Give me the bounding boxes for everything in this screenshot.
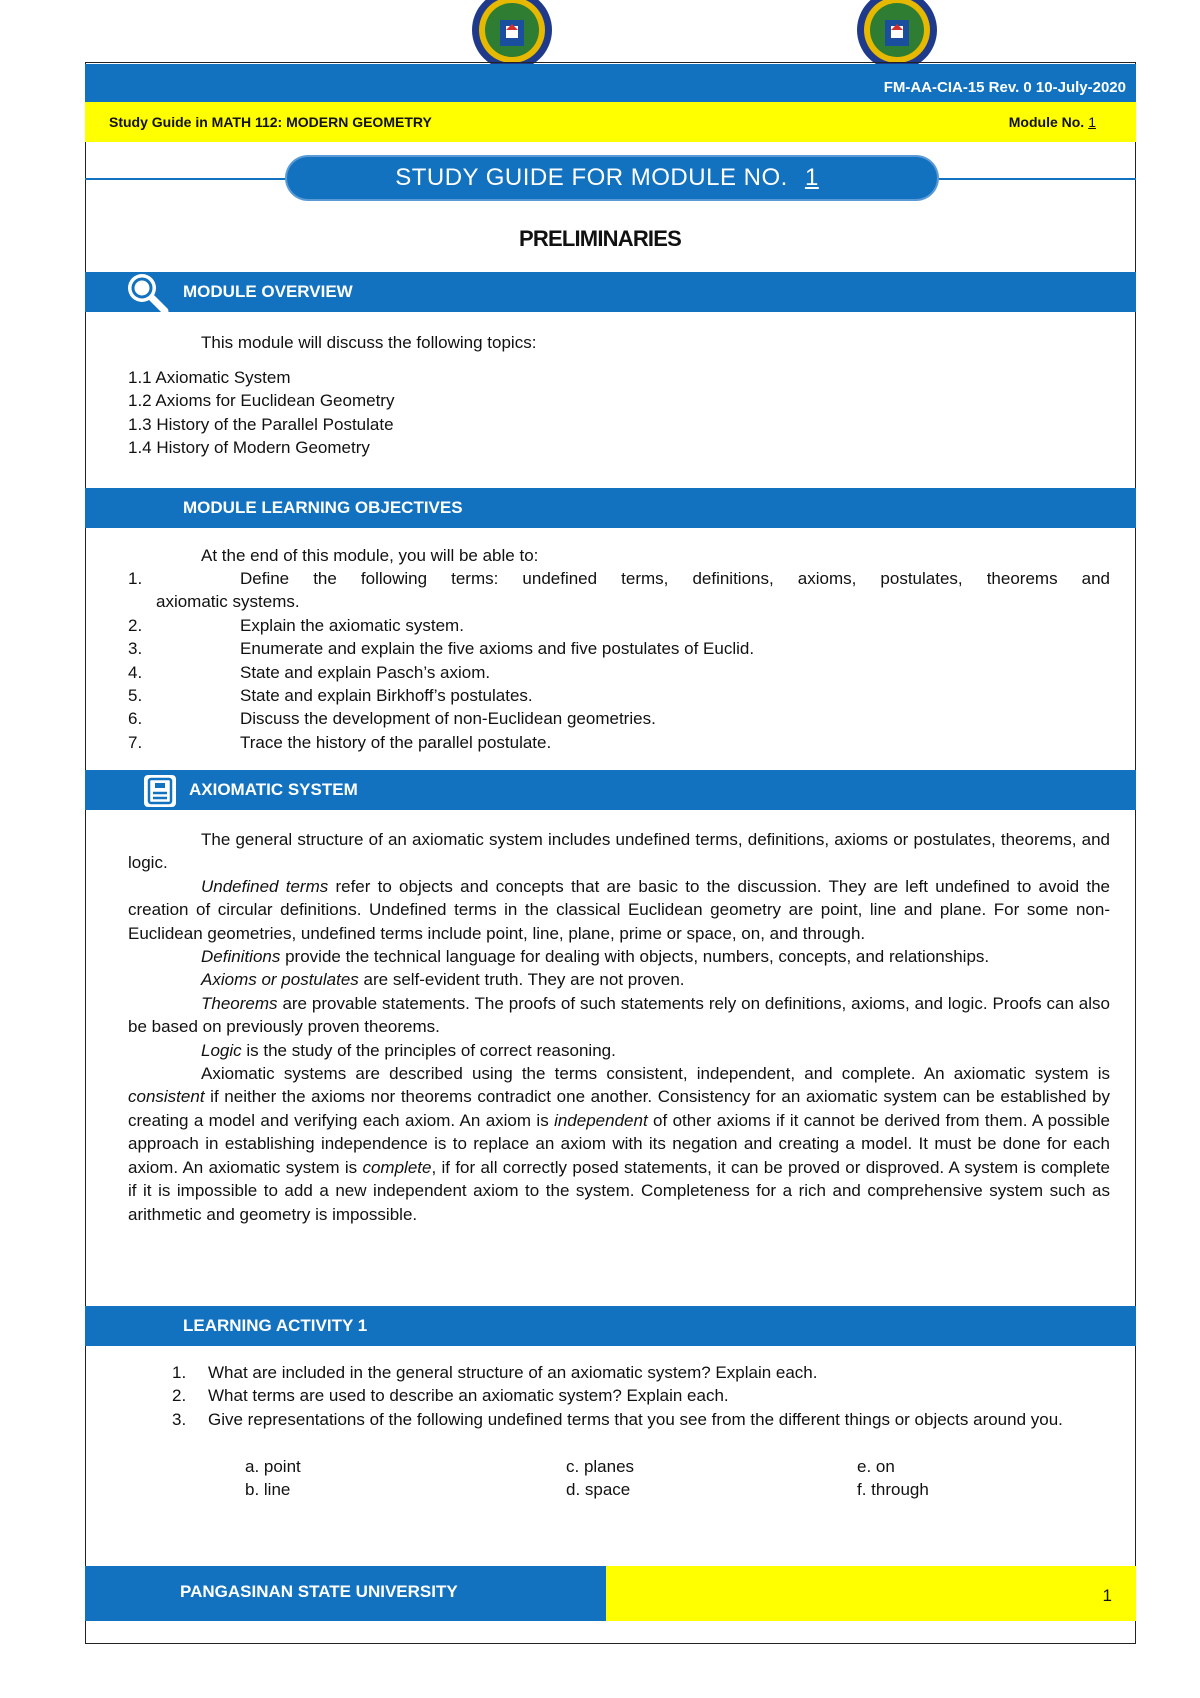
form-code: FM-AA-CIA-15 Rev. 0 10-July-2020 <box>883 79 1126 96</box>
list-item: 1.4 History of Modern Geometry <box>128 438 370 458</box>
choice-e: e. on <box>857 1457 895 1476</box>
learning-activity-band <box>85 1306 1136 1346</box>
paragraph: Axiomatic systems are described using the terms consistent, independent, and complete. An axiomatic system is consistent if neither the axioms nor theorems contradict one another. Consistency for an axiomatic system can be established by creating a model and verifying each axiom. An axiom is independent of other axioms if it cannot be derived from them. A possible approach in establishing independence is to replace an axiom with its negation and creating a model. It must be done for each axiom. An axiomatic system is complete, if for all correctly posed statements, it can be proved or disproved. A system is complete if it is impossible to add a new independent axiom to the system. Completeness for a rich and comprehensive system such as arithmetic and geometry is impossible. <box>128 1064 1111 1224</box>
activity-questions <box>172 1361 1110 1431</box>
axiomatic-text <box>128 828 1110 1226</box>
chapter-title: PRELIMINARIES <box>519 226 681 251</box>
module-number: 1 <box>1088 114 1096 130</box>
module-overview-band <box>85 272 1136 312</box>
study-guide-number: 1 <box>804 164 819 191</box>
university-seal-right <box>853 0 941 66</box>
objectives-band <box>85 488 1136 528</box>
list-item: 3. Enumerate and explain the five axioms and five postulates of Euclid. <box>128 639 755 659</box>
magnifier-icon <box>125 271 171 318</box>
choice-f: f. through <box>857 1480 929 1499</box>
objectives-heading: MODULE LEARNING OBJECTIVES <box>183 498 463 517</box>
overview-intro: This module will discuss the following topics: <box>201 333 537 352</box>
choice-b: b. line <box>245 1480 291 1499</box>
document-icon <box>143 774 177 813</box>
page-number: 1 <box>1102 1586 1112 1605</box>
list-item: 6. Discuss the development of non-Euclidean geometries. <box>128 709 656 729</box>
list-item: 1. What are included in the general structure of an axiomatic system? Explain each. <box>172 1363 818 1382</box>
footer-university-bar <box>85 1566 606 1621</box>
learning-activity-heading: LEARNING ACTIVITY 1 <box>183 1316 368 1335</box>
header-blue-bar <box>85 64 1136 102</box>
divider-left <box>85 178 295 180</box>
footer-page-bar <box>606 1566 1136 1621</box>
paragraph: Axioms or postulates are self-evident truth. They are not proven. <box>201 970 685 990</box>
list-item: 4. State and explain Pasch’s axiom. <box>128 662 491 682</box>
list-item: 2. What terms are used to describe an axiomatic system? Explain each. <box>172 1386 729 1406</box>
divider-right <box>930 178 1136 180</box>
paragraph: Logic is the study of the principles of correct reasoning. <box>201 1040 616 1060</box>
module-overview-heading: MODULE OVERVIEW <box>183 282 353 301</box>
paragraph: Definitions provide the technical language for dealing with objects, numbers, concepts, and relationships. <box>201 947 990 967</box>
list-item: 1.2 Axioms for Euclidean Geometry <box>128 391 395 411</box>
choice-a: a. point <box>245 1457 301 1476</box>
choice-d: d. space <box>566 1480 631 1499</box>
paragraph: Theorems are provable statements. The proofs of such statements rely on definitions, axioms, and logic. Proofs can also be based on previously proven theorems. <box>128 993 1110 1037</box>
list-item: 1.1 Axiomatic System <box>128 368 291 387</box>
axiomatic-system-heading: AXIOMATIC SYSTEM <box>189 780 358 799</box>
paragraph: Undefined terms refer to objects and concepts that are basic to the discussion. They are left undefined to avoid the creation of circular definitions. Undefined terms in the classical Euclidean geometry are point, line and plane. For some non-Euclidean geometries, undefined terms include point, line, plane, prime or space, on, and through. <box>128 876 1110 943</box>
axiomatic-system-band <box>85 770 1136 810</box>
list-item: 3. Give representations of the following undefined terms that you see from the different things or objects around you. <box>172 1409 1063 1429</box>
header-yellow-bar <box>85 102 1136 142</box>
list-item: 1.3 History of the Parallel Postulate <box>128 414 394 434</box>
objectives-list <box>128 567 1110 754</box>
list-item: 2. Explain the axiomatic system. <box>128 615 464 635</box>
module-number-label: Module No. 1 <box>1009 114 1100 130</box>
university-seal-left <box>468 0 556 66</box>
paragraph: The general structure of an axiomatic system includes undefined terms, definitions, axioms or postulates, theorems, and logic. <box>128 830 1110 873</box>
list-item: 5. State and explain Birkhoff’s postulates. <box>128 686 533 706</box>
topic-list <box>128 366 394 460</box>
study-guide-title: STUDY GUIDE FOR MODULE NO. 1 <box>287 157 937 199</box>
course-title: Study Guide in MATH 112: MODERN GEOMETRY <box>109 114 432 130</box>
list-item: 1. Define the following terms: undefined terms, definitions, axioms, postulates, theorems and axiomatic systems. <box>128 569 1110 612</box>
university-name: PANGASINAN STATE UNIVERSITY <box>180 1582 458 1601</box>
choice-c: c. planes <box>566 1457 635 1476</box>
objectives-intro: At the end of this module, you will be able to: <box>201 546 539 565</box>
list-item: 7. Trace the history of the parallel postulate. <box>128 732 552 752</box>
